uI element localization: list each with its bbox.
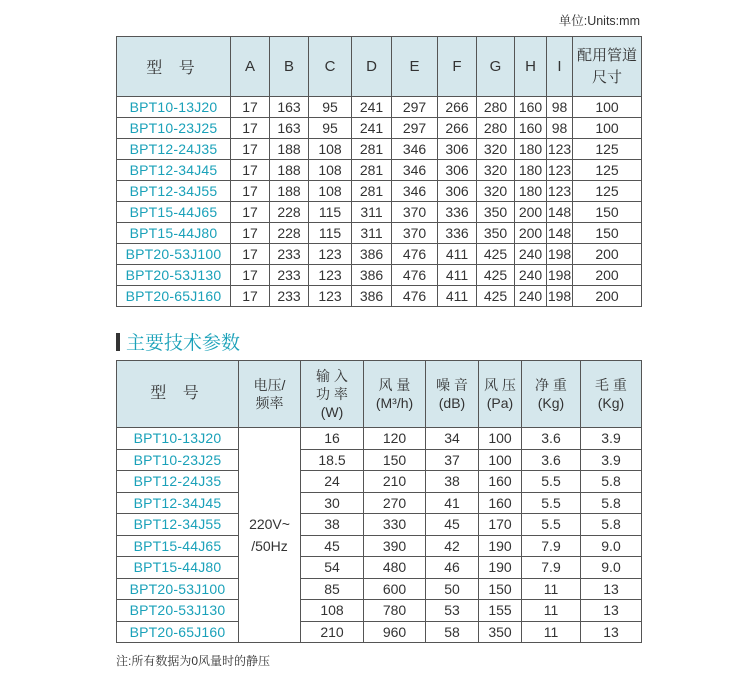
value-cell: 200 <box>515 223 547 244</box>
value-cell: 266 <box>438 97 477 118</box>
value-cell: 95 <box>309 118 352 139</box>
footnote: 注:所有数据为0风量时的静压 <box>116 654 271 668</box>
value-cell: 115 <box>309 223 352 244</box>
value-cell: 5.8 <box>581 514 642 536</box>
value-cell: 98 <box>547 118 573 139</box>
table-row <box>117 97 642 118</box>
model-cell: BPT20-53J130 <box>117 600 239 622</box>
table-row <box>117 514 642 536</box>
value-cell: 476 <box>392 244 438 265</box>
value-cell: 45 <box>301 535 364 557</box>
value-cell: 386 <box>352 265 392 286</box>
model-cell: BPT15-44J65 <box>117 535 239 557</box>
value-cell: 190 <box>479 557 522 579</box>
value-cell: 188 <box>270 181 309 202</box>
column-header: A <box>231 37 270 97</box>
value-cell: 198 <box>547 286 573 307</box>
model-cell: BPT12-24J35 <box>117 471 239 493</box>
value-cell: 425 <box>477 244 515 265</box>
model-cell: BPT12-34J45 <box>117 492 239 514</box>
value-cell: 350 <box>479 621 522 643</box>
value-cell: 3.6 <box>522 428 581 450</box>
table-row <box>117 492 642 514</box>
header-line: 毛 重 <box>595 377 627 393</box>
value-cell: 320 <box>477 160 515 181</box>
value-cell: 281 <box>352 160 392 181</box>
value-cell: 5.5 <box>522 471 581 493</box>
value-cell: 297 <box>392 97 438 118</box>
value-cell: 41 <box>426 492 479 514</box>
model-cell: BPT15-44J80 <box>117 557 239 579</box>
value-cell: 18.5 <box>301 449 364 471</box>
value-cell: 241 <box>352 118 392 139</box>
value-cell: 17 <box>231 202 270 223</box>
value-cell: 42 <box>426 535 479 557</box>
column-header <box>117 361 239 428</box>
units-label: 单位:Units:mm <box>558 14 640 28</box>
value-cell: 240 <box>515 286 547 307</box>
column-header: 型 号 <box>117 37 231 97</box>
value-cell: 350 <box>477 202 515 223</box>
value-cell: 38 <box>426 471 479 493</box>
value-cell: 270 <box>364 492 426 514</box>
value-cell: 38 <box>301 514 364 536</box>
table-row <box>117 578 642 600</box>
value-cell: 155 <box>479 600 522 622</box>
value-cell: 228 <box>270 202 309 223</box>
value-cell: 125 <box>573 139 642 160</box>
value-cell: 411 <box>438 265 477 286</box>
column-header: D <box>352 37 392 97</box>
value-cell: 306 <box>438 139 477 160</box>
value-cell: 17 <box>231 139 270 160</box>
value-cell: 280 <box>477 97 515 118</box>
value-cell: 180 <box>515 181 547 202</box>
value-cell: 5.5 <box>522 492 581 514</box>
column-header <box>239 361 301 428</box>
value-cell: 123 <box>547 139 573 160</box>
value-cell: 210 <box>301 621 364 643</box>
value-cell: 17 <box>231 160 270 181</box>
header-line: 功 率 <box>316 386 348 402</box>
value-cell: 13 <box>581 621 642 643</box>
value-cell: 346 <box>392 139 438 160</box>
value-cell: 200 <box>515 202 547 223</box>
value-cell: 233 <box>270 265 309 286</box>
voltage-line: /50Hz <box>251 538 288 554</box>
value-cell: 37 <box>426 449 479 471</box>
table-row <box>117 223 642 244</box>
value-cell: 3.9 <box>581 428 642 450</box>
value-cell: 100 <box>479 428 522 450</box>
value-cell: 210 <box>364 471 426 493</box>
value-cell: 123 <box>547 160 573 181</box>
value-cell: 281 <box>352 181 392 202</box>
value-cell: 108 <box>309 160 352 181</box>
value-cell: 160 <box>479 471 522 493</box>
value-cell: 125 <box>573 181 642 202</box>
column-header <box>301 361 364 428</box>
header-line: (M³/h) <box>375 395 414 411</box>
header-line: 风 量 <box>378 377 411 393</box>
value-cell: 108 <box>309 181 352 202</box>
value-cell: 200 <box>573 286 642 307</box>
value-cell: 17 <box>231 265 270 286</box>
value-cell: 600 <box>364 578 426 600</box>
value-cell: 346 <box>392 160 438 181</box>
model-cell: BPT20-65J160 <box>117 621 239 643</box>
header-line: 电压/ <box>253 377 286 393</box>
value-cell: 960 <box>364 621 426 643</box>
voltage-cell <box>239 428 301 643</box>
value-cell: 11 <box>522 578 581 600</box>
voltage-line: 220V~ <box>249 516 290 532</box>
column-header: E <box>392 37 438 97</box>
value-cell: 125 <box>573 160 642 181</box>
table-row <box>117 557 642 579</box>
value-cell: 281 <box>352 139 392 160</box>
value-cell: 346 <box>392 181 438 202</box>
value-cell: 180 <box>515 139 547 160</box>
value-cell: 266 <box>438 118 477 139</box>
header-line: 频率 <box>255 395 284 411</box>
value-cell: 336 <box>438 202 477 223</box>
value-cell: 160 <box>515 97 547 118</box>
model-cell: BPT10-23J25 <box>117 118 231 139</box>
column-header: F <box>438 37 477 97</box>
header-line: (Kg) <box>597 395 625 411</box>
value-cell: 160 <box>515 118 547 139</box>
value-cell: 7.9 <box>522 535 581 557</box>
value-cell: 17 <box>231 286 270 307</box>
column-header: H <box>515 37 547 97</box>
value-cell: 163 <box>270 118 309 139</box>
column-header: I <box>547 37 573 97</box>
column-header: G <box>477 37 515 97</box>
value-cell: 5.8 <box>581 492 642 514</box>
value-cell: 3.9 <box>581 449 642 471</box>
model-cell: BPT15-44J80 <box>117 223 231 244</box>
table-row <box>117 621 642 643</box>
value-cell: 241 <box>352 97 392 118</box>
section-title-bar <box>116 333 120 351</box>
value-cell: 7.9 <box>522 557 581 579</box>
value-cell: 148 <box>547 202 573 223</box>
header-line: 风 压 <box>484 377 516 393</box>
value-cell: 320 <box>477 181 515 202</box>
value-cell: 150 <box>573 202 642 223</box>
value-cell: 5.5 <box>522 514 581 536</box>
value-cell: 148 <box>547 223 573 244</box>
value-cell: 17 <box>231 223 270 244</box>
value-cell: 350 <box>477 223 515 244</box>
column-header <box>479 361 522 428</box>
model-cell: BPT12-24J35 <box>117 139 231 160</box>
value-cell: 46 <box>426 557 479 579</box>
table-row <box>117 118 642 139</box>
value-cell: 50 <box>426 578 479 600</box>
value-cell: 280 <box>477 118 515 139</box>
value-cell: 311 <box>352 223 392 244</box>
value-cell: 188 <box>270 160 309 181</box>
header-line: (Kg) <box>537 395 565 411</box>
header-line: 型 号 <box>150 385 205 402</box>
header-line: 噪 音 <box>436 377 468 393</box>
value-cell: 425 <box>477 286 515 307</box>
value-cell: 200 <box>573 265 642 286</box>
header-line: (dB) <box>438 395 466 411</box>
value-cell: 411 <box>438 286 477 307</box>
table-row <box>117 428 642 450</box>
table-row <box>117 535 642 557</box>
value-cell: 306 <box>438 160 477 181</box>
value-cell: 150 <box>573 223 642 244</box>
model-cell: BPT12-34J55 <box>117 181 231 202</box>
value-cell: 476 <box>392 286 438 307</box>
column-header <box>426 361 479 428</box>
value-cell: 425 <box>477 265 515 286</box>
table-row <box>117 160 642 181</box>
value-cell: 233 <box>270 244 309 265</box>
value-cell: 160 <box>479 492 522 514</box>
model-cell: BPT20-53J130 <box>117 265 231 286</box>
value-cell: 476 <box>392 265 438 286</box>
model-cell: BPT15-44J65 <box>117 202 231 223</box>
value-cell: 198 <box>547 244 573 265</box>
column-header <box>522 361 581 428</box>
value-cell: 240 <box>515 265 547 286</box>
value-cell: 17 <box>231 118 270 139</box>
value-cell: 17 <box>231 97 270 118</box>
value-cell: 9.0 <box>581 535 642 557</box>
table-row <box>117 471 642 493</box>
value-cell: 5.8 <box>581 471 642 493</box>
value-cell: 320 <box>477 139 515 160</box>
value-cell: 98 <box>547 97 573 118</box>
value-cell: 228 <box>270 223 309 244</box>
value-cell: 100 <box>573 97 642 118</box>
value-cell: 306 <box>438 181 477 202</box>
value-cell: 198 <box>547 265 573 286</box>
column-header: C <box>309 37 352 97</box>
value-cell: 13 <box>581 600 642 622</box>
model-cell: BPT10-13J20 <box>117 97 231 118</box>
table-row <box>117 202 642 223</box>
value-cell: 780 <box>364 600 426 622</box>
value-cell: 336 <box>438 223 477 244</box>
value-cell: 123 <box>309 286 352 307</box>
value-cell: 115 <box>309 202 352 223</box>
value-cell: 123 <box>309 265 352 286</box>
value-cell: 390 <box>364 535 426 557</box>
value-cell: 11 <box>522 600 581 622</box>
value-cell: 120 <box>364 428 426 450</box>
section-title-text: 主要技术参数 <box>126 333 241 354</box>
value-cell: 123 <box>547 181 573 202</box>
value-cell: 9.0 <box>581 557 642 579</box>
value-cell: 85 <box>301 578 364 600</box>
value-cell: 53 <box>426 600 479 622</box>
column-header <box>581 361 642 428</box>
value-cell: 54 <box>301 557 364 579</box>
model-cell: BPT20-53J100 <box>117 244 231 265</box>
value-cell: 170 <box>479 514 522 536</box>
value-cell: 190 <box>479 535 522 557</box>
value-cell: 233 <box>270 286 309 307</box>
value-cell: 123 <box>309 244 352 265</box>
value-cell: 108 <box>309 139 352 160</box>
table-row <box>117 286 642 307</box>
value-cell: 108 <box>301 600 364 622</box>
value-cell: 386 <box>352 286 392 307</box>
table-row <box>117 265 642 286</box>
value-cell: 188 <box>270 139 309 160</box>
value-cell: 34 <box>426 428 479 450</box>
value-cell: 11 <box>522 621 581 643</box>
value-cell: 200 <box>573 244 642 265</box>
value-cell: 24 <box>301 471 364 493</box>
model-cell: BPT10-13J20 <box>117 428 239 450</box>
value-cell: 95 <box>309 97 352 118</box>
table-row <box>117 449 642 471</box>
value-cell: 13 <box>581 578 642 600</box>
value-cell: 16 <box>301 428 364 450</box>
model-cell: BPT10-23J25 <box>117 449 239 471</box>
header-line: 输 入 <box>316 368 348 384</box>
value-cell: 311 <box>352 202 392 223</box>
table-row <box>117 139 642 160</box>
value-cell: 58 <box>426 621 479 643</box>
value-cell: 17 <box>231 181 270 202</box>
value-cell: 386 <box>352 244 392 265</box>
value-cell: 100 <box>573 118 642 139</box>
value-cell: 100 <box>479 449 522 471</box>
value-cell: 17 <box>231 244 270 265</box>
model-cell: BPT12-34J55 <box>117 514 239 536</box>
column-header: 配用管道尺寸 <box>573 37 642 97</box>
header-line: 净 重 <box>535 377 567 393</box>
specs-table <box>116 360 642 643</box>
value-cell: 163 <box>270 97 309 118</box>
table-row <box>117 600 642 622</box>
dimensions-table <box>116 36 642 307</box>
section-title <box>116 328 240 355</box>
column-header: B <box>270 37 309 97</box>
model-cell: BPT20-65J160 <box>117 286 231 307</box>
value-cell: 180 <box>515 160 547 181</box>
model-cell: BPT12-34J45 <box>117 160 231 181</box>
value-cell: 370 <box>392 202 438 223</box>
value-cell: 297 <box>392 118 438 139</box>
value-cell: 370 <box>392 223 438 244</box>
column-header <box>364 361 426 428</box>
table-row <box>117 181 642 202</box>
table-row <box>117 244 642 265</box>
value-cell: 150 <box>364 449 426 471</box>
model-cell: BPT20-53J100 <box>117 578 239 600</box>
value-cell: 150 <box>479 578 522 600</box>
header-line: (W) <box>320 404 344 420</box>
value-cell: 30 <box>301 492 364 514</box>
value-cell: 330 <box>364 514 426 536</box>
value-cell: 480 <box>364 557 426 579</box>
value-cell: 3.6 <box>522 449 581 471</box>
value-cell: 240 <box>515 244 547 265</box>
value-cell: 411 <box>438 244 477 265</box>
header-line: (Pa) <box>486 395 514 411</box>
value-cell: 45 <box>426 514 479 536</box>
